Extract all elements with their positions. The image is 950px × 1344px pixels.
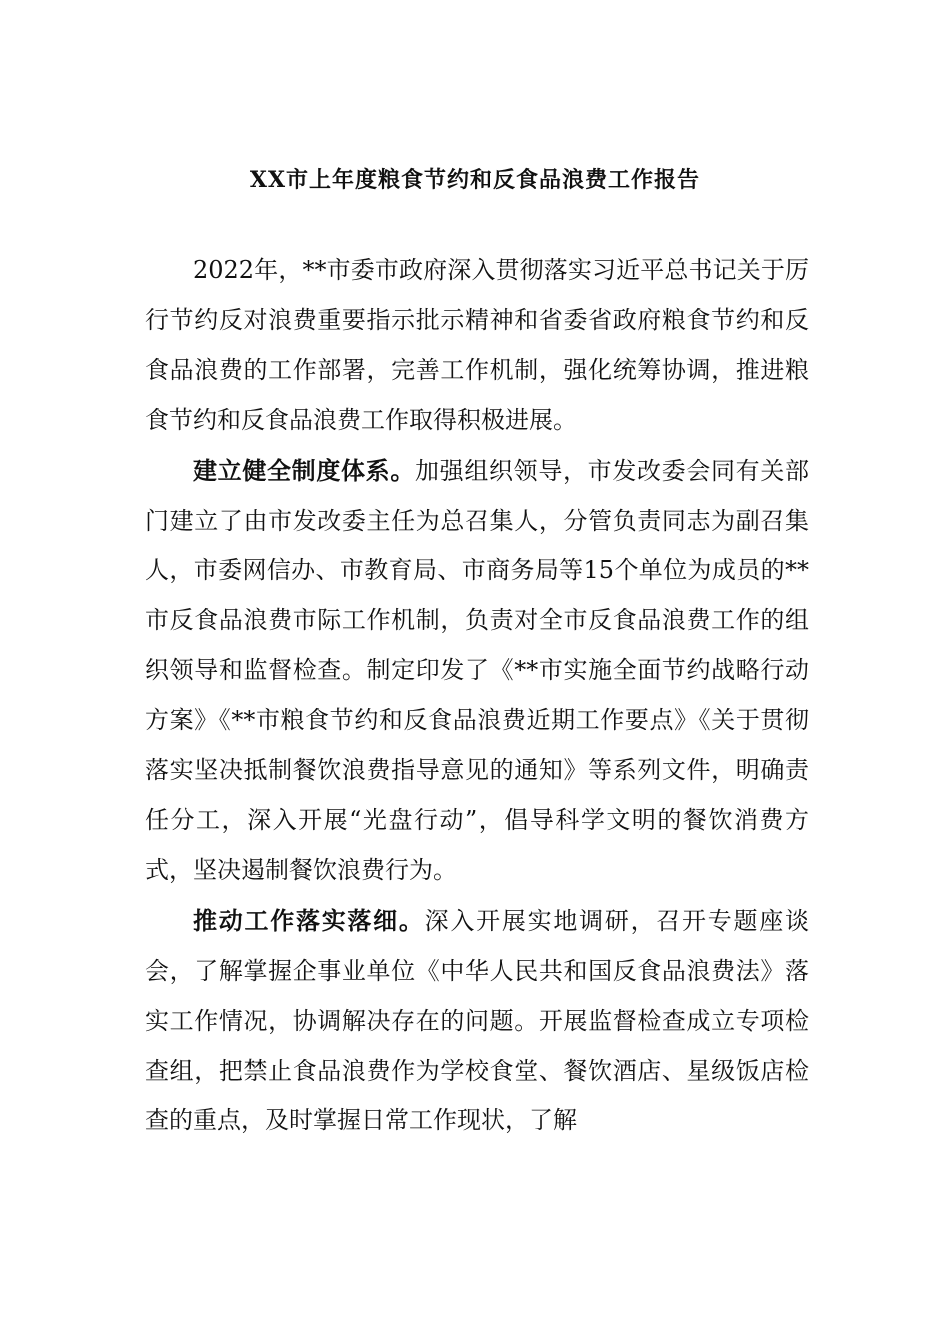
paragraph-intro-text: 2022年，**市委市政府深入贯彻落实习近平总书记关于厉行节约反对浪费重要指示批示精神和省委省政府粮食节约和反食品浪费的工作部署，完善工作机制，强化统筹协调，推进粮食节约和反食品浪费工作取得积极进展。 [145,256,809,434]
document-title: XX市上年度粮食节约和反食品浪费工作报告 [249,167,701,193]
paragraph-heading: 建立健全制度体系。 [193,455,415,485]
paragraph-intro [145,246,809,446]
document-body [145,246,809,1146]
paragraph-institution-system [145,446,809,896]
paragraph-text: 深入开展实地调研，召开专题座谈会，了解掌握企事业单位《中华人民共和国反食品浪费法》落实工作情况，协调解决存在的问题。开展监督检查成立专项检查组，把禁止食品浪费作为学校食堂、餐饮酒店、星级饭店检查的重点，及时掌握日常工作现状，了解 [145,906,810,1135]
paragraph-heading: 推动工作落实落细。 [193,905,425,935]
paragraph-text: 加强组织领导，市发改委会同有关部门建立了由市发改委主任为总召集人，分管负责同志为副召集人，市委网信办、市教育局、市商务局等15个单位为成员的**市反食品浪费市际工作机制，负责对全市反食品浪费工作的组织领导和监督检查。制定印发了《**市实施全面节约战略行动方案》《**市粮食节约和反食品浪费近期工作要点》《关于贯彻落实坚决抵制餐饮浪费指导意见的通知》等系列文件，明确责任分工，深入开展“光盘行动”，倡导科学文明的餐饮消费方式，坚决遏制餐饮浪费行为。 [145,456,809,884]
paragraph-work-implementation [145,896,809,1147]
